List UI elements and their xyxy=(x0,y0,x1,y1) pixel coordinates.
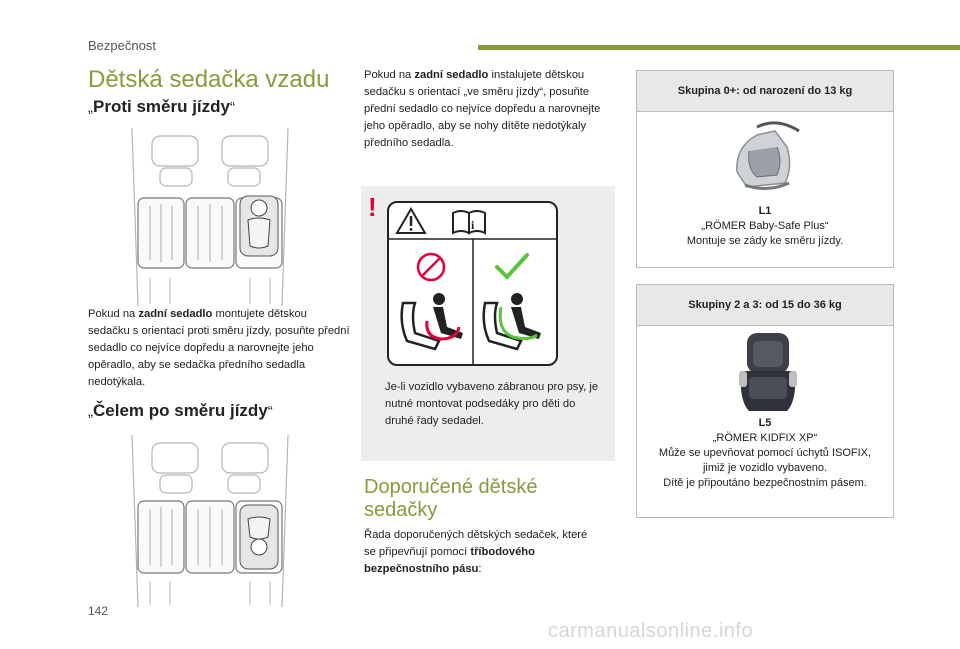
group-2-3-note-1: Může se upevňovat pomocí úchytů ISOFIX, xyxy=(658,447,872,459)
group-0plus-header: Skupina 0+: od narození do 13 kg xyxy=(637,71,893,112)
rear-facing-heading-text: Proti směru jízdy xyxy=(93,97,230,116)
manual-book-icon xyxy=(453,211,485,233)
group-2-3-code: L5 xyxy=(758,417,772,429)
svg-text:i: i xyxy=(471,218,475,232)
group-2-3-note-3: Dítě je připoutáno bezpečnostním pásem. xyxy=(663,477,867,489)
section-label: Bezpečnost xyxy=(88,38,156,53)
group-2-3-name: „RÖMER KIDFIX XP“ xyxy=(712,432,818,444)
warning-exclamation-icon: ! xyxy=(368,192,377,222)
rear-facing-text: Pokud na zadní sedadlo montujete dětskou sedačku s orientací proti směru jízdy, posuňte přední sedadlo co nejvíce dopředu a narovnejte jeho opěradlo, aby se sedačka předního sedadla nedotýkala. xyxy=(88,308,350,388)
group-2-3-box xyxy=(636,284,894,518)
forward-facing-seat-diagram xyxy=(130,432,290,610)
airbag-warning-pictogram xyxy=(389,203,556,364)
forward-facing-text: Pokud na zadní sedadlo instalujete dětskou sedačku s orientací „ve směru jízdy“, posuňte přední sedadlo co nejvíce dopředu a narovnejte jeho opěradlo, aby se nohy dítěte nedotýkaly předního sedadla. xyxy=(364,69,601,149)
rear-facing-seat-diagram xyxy=(130,128,290,306)
close-quote: “ xyxy=(229,99,235,116)
baby-seat-image xyxy=(727,117,807,197)
rear-facing-heading xyxy=(88,97,235,117)
group-2-3-header: Skupiny 2 a 3: od 15 do 36 kg xyxy=(637,285,893,326)
watermark: carmanualsonline.info xyxy=(548,620,754,642)
group-2-3-note-2: jimiž je vozidlo vybaveno. xyxy=(702,462,828,474)
booster-seat-image xyxy=(733,331,803,415)
group-0plus-note: Montuje se zády ke směru jízdy. xyxy=(686,235,844,247)
close-quote: “ xyxy=(267,403,273,420)
group-0plus-box xyxy=(636,70,894,268)
header-accent-bar xyxy=(478,45,960,50)
forward-facing-heading-text: Čelem po směru jízdy xyxy=(93,401,268,420)
warning-pictogram xyxy=(387,201,558,366)
recommended-text: Řada doporučených dětských sedaček, které se připevňují pomocí tříbodového bezpečnostního pásu: xyxy=(364,529,588,575)
open-quote: „ xyxy=(88,403,93,420)
forward-facing-heading xyxy=(88,401,273,421)
page-title: Dětská sedačka vzadu xyxy=(88,66,330,93)
page-number: 142 xyxy=(88,604,109,618)
group-0plus-name: „RÖMER Baby-Safe Plus“ xyxy=(701,220,829,232)
recommended-heading: Doporučené dětské sedačky xyxy=(364,476,538,521)
warning-text: Je-li vozidlo vybaveno zábranou pro psy, je nutné montovat podsedáky pro děti do druhé řady sedadel. xyxy=(385,381,599,427)
group-0plus-code: L1 xyxy=(758,205,772,217)
checkmark-icon xyxy=(497,255,527,277)
open-quote: „ xyxy=(88,99,93,116)
